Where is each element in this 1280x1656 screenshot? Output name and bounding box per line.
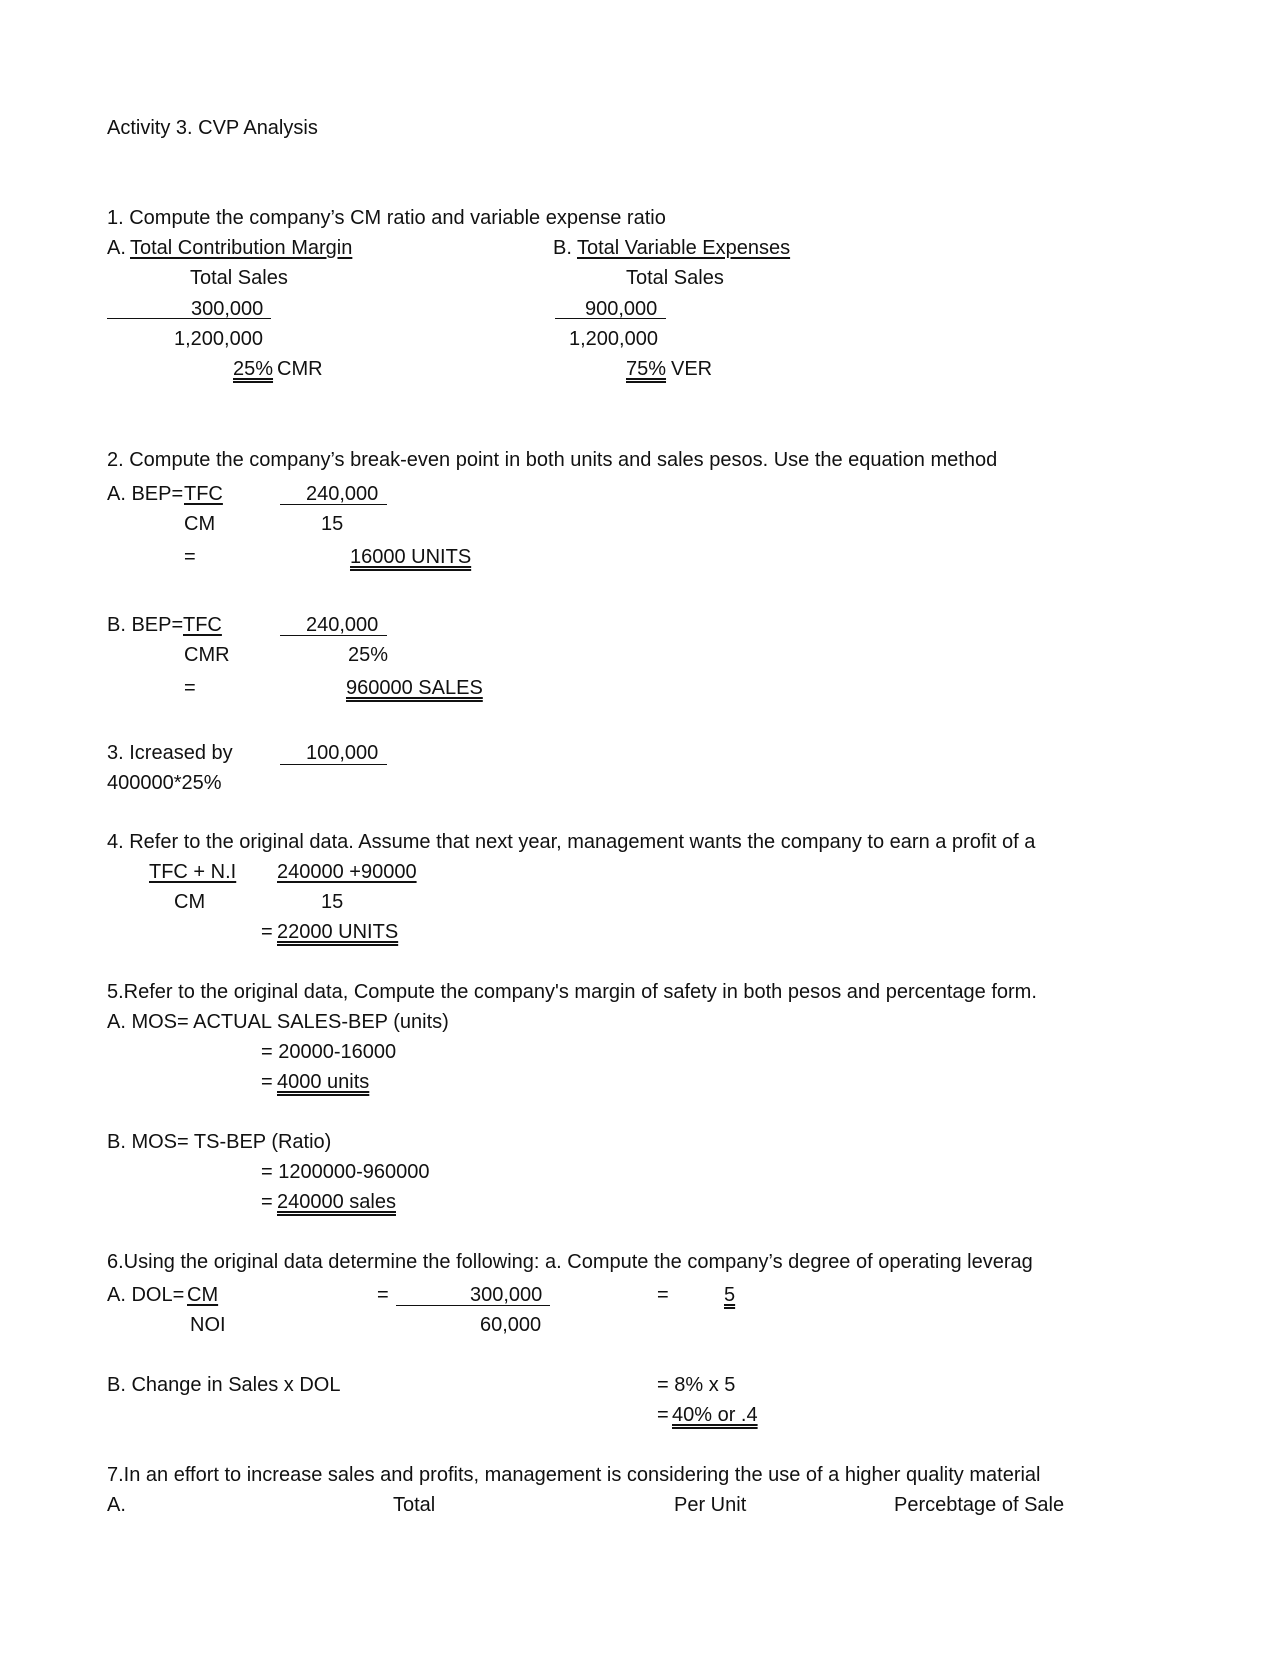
q5-a-formula: A. MOS= ACTUAL SALES-BEP (units) [107,1011,449,1033]
q5-b-formula: B. MOS= TS-BEP (Ratio) [107,1131,332,1153]
q1-a-numerator-value: 300,000 [191,298,264,320]
q1-b-denominator-label: Total Sales [626,267,724,289]
q6-a-cm: CM [187,1284,219,1306]
q2-a-result: 16000 UNITS [350,546,472,568]
q4-result-equals: = [261,921,273,943]
q1-b-denominator-value: 1,200,000 [569,328,658,350]
q6-b-result-equals: = [657,1404,669,1426]
q3-formula: 400000*25% [107,772,222,794]
q6-a-numerator: 300,000 [470,1284,543,1306]
q2-a-denominator: 15 [321,513,344,535]
q1-b-result-suffix: VER [671,358,713,380]
q6-a-equals-2: = [657,1284,669,1306]
q1-b-result: 75% [626,358,667,380]
q4-denominator-label: CM [174,891,206,913]
q5-b-result-equals: = [261,1191,273,1213]
q1-b-prefix: B. [553,237,572,259]
q4-denominator-value: 15 [321,891,344,913]
q2-a-cm: CM [184,513,216,535]
q2-b-prefix: B. BEP= [107,614,184,636]
q5-a-step: = 20000-16000 [261,1041,397,1063]
q2-b-numerator: 240,000 [306,614,379,636]
q2-b-result: 960000 SALES [346,677,483,699]
q1-a-result-suffix: CMR [277,358,323,380]
q1-a-denominator-label: Total Sales [190,267,288,289]
q1-a-label: Total Contribution Margin [130,237,353,259]
q7-col-total: Total [393,1494,436,1516]
q6-heading: 6.Using the original data determine the following: a. Compute the company’s degree of operating leverag [107,1251,1033,1273]
q2-b-cmr: CMR [184,644,230,666]
q6-b-label: B. Change in Sales x DOL [107,1374,341,1396]
document-title: Activity 3. CVP Analysis [107,117,318,139]
q1-b-numerator-value: 900,000 [585,298,658,320]
q6-a-prefix: A. DOL= [107,1284,185,1306]
q6-a-denominator: 60,000 [480,1314,542,1336]
q1-heading: 1. Compute the company’s CM ratio and variable expense ratio [107,207,666,229]
q6-b-step: = 8% x 5 [657,1374,736,1396]
q2-b-equals: = [184,677,196,699]
q2-b-tfc: TFC [183,614,222,636]
q2-a-prefix: A. BEP= [107,483,184,505]
q5-b-result: 240000 sales [277,1191,396,1213]
q2-heading: 2. Compute the company’s break-even point in both units and sales pesos. Use the equation method [107,449,998,471]
q3-value: 100,000 [306,742,379,764]
q2-a-tfc: TFC [184,483,223,505]
q6-a-noi: NOI [190,1314,226,1336]
q1-a-denominator-value: 1,200,000 [174,328,263,350]
q4-numerator-label: TFC + N.I [149,861,237,883]
q4-numerator-value: 240000 +90000 [277,861,417,883]
q4-heading: 4. Refer to the original data. Assume that next year, management wants the company to earn a profit of a [107,831,1036,853]
q2-a-numerator: 240,000 [306,483,379,505]
q6-a-result: 5 [724,1284,736,1306]
q7-col-per-unit: Per Unit [674,1494,747,1516]
q2-b-denominator: 25% [348,644,389,666]
q2-a-equals: = [184,546,196,568]
q1-a-prefix: A. [107,237,126,259]
q6-b-result: 40% or .4 [672,1404,758,1426]
q7-col-a: A. [107,1494,126,1516]
q7-col-percentage: Percebtage of Sale [894,1494,1065,1516]
q5-heading: 5.Refer to the original data, Compute the company's margin of safety in both pesos and percentage form. [107,981,1037,1003]
q1-a-result: 25% [233,358,274,380]
q7-heading: 7.In an effort to increase sales and profits, management is considering the use of a higher quality material [107,1464,1041,1486]
q6-a-equals-1: = [377,1284,389,1306]
q5-b-step: = 1200000-960000 [261,1161,430,1183]
q5-a-result-equals: = [261,1071,273,1093]
q1-b-label: Total Variable Expenses [577,237,791,259]
q3-label: 3. Icreased by [107,742,233,764]
q5-a-result: 4000 units [277,1071,370,1093]
q4-result: 22000 UNITS [277,921,399,943]
